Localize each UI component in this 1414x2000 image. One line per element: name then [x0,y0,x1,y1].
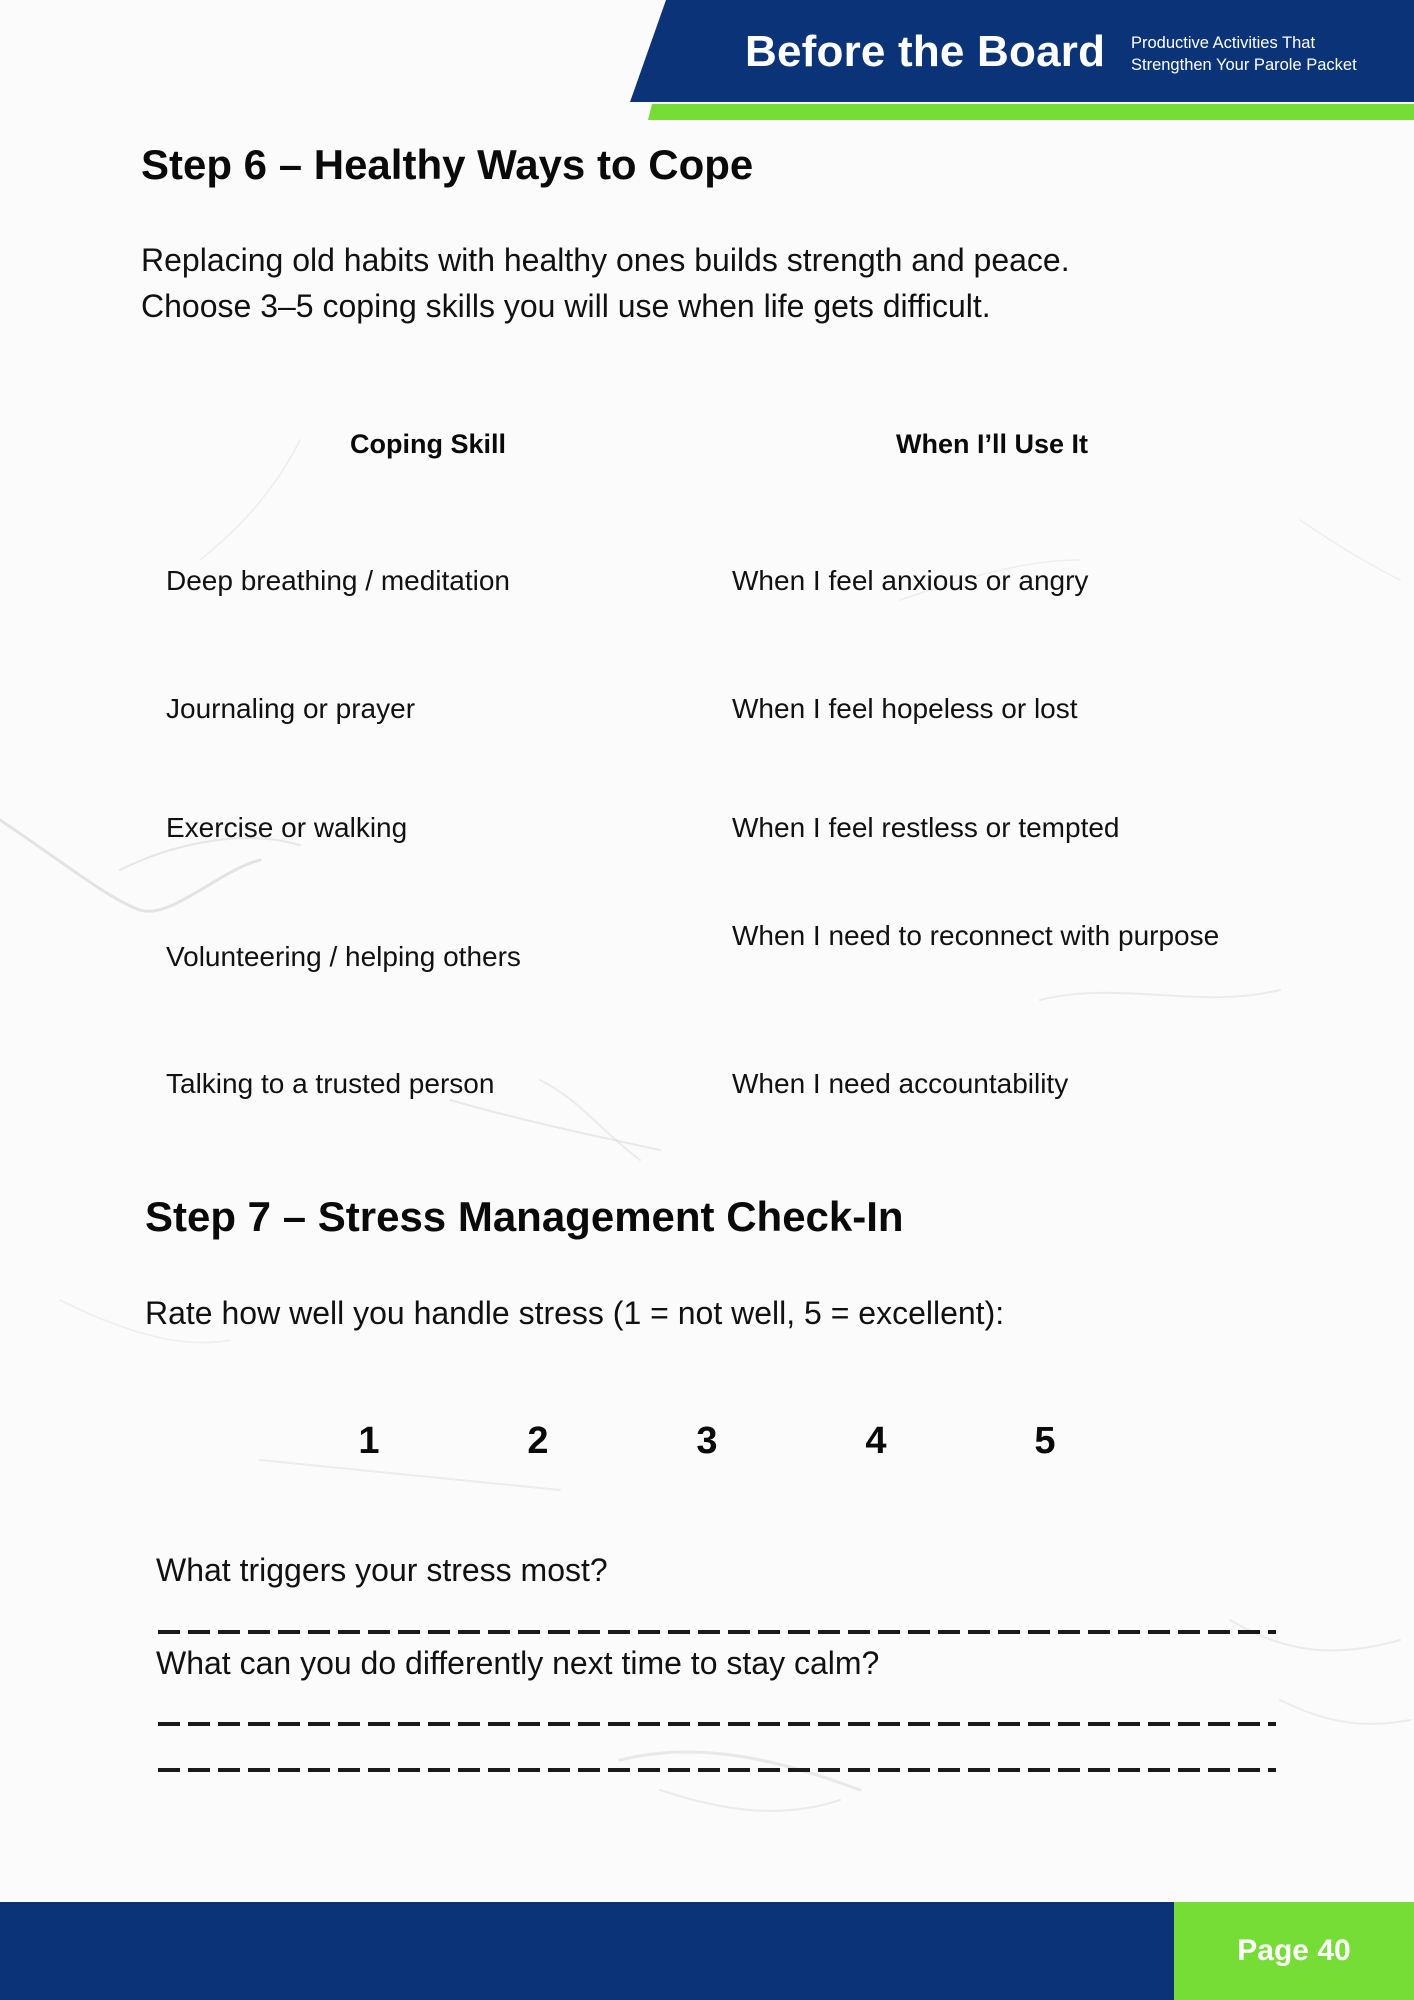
answer-line-stay-calm[interactable] [158,1768,1276,1772]
table-cell-when: When I feel restless or tempted [732,812,1120,843]
table-cell-when: When I need accountability [732,1068,1069,1099]
column-header-coping-skill: Coping Skill [349,429,506,459]
page-number: Page 40 [1237,1934,1351,1967]
step6-intro [141,237,1070,329]
question-stress-triggers: What triggers your stress most? [156,1552,608,1588]
rating-option[interactable]: 3 [696,1420,718,1462]
rating-option[interactable]: 4 [865,1420,887,1462]
answer-line-triggers[interactable] [158,1630,1276,1634]
rating-option[interactable]: 2 [527,1420,549,1462]
step7-prompt: Rate how well you handle stress (1 = not well, 5 = excellent): [145,1295,1005,1331]
question-stay-calm: What can you do differently next time to stay calm? [156,1645,880,1681]
brand-subtitle [1131,32,1381,76]
step6-intro-line2: Choose 3–5 coping skills you will use when life gets difficult. [141,288,991,324]
table-cell-skill: Exercise or walking [166,812,408,843]
brand-subtitle-line2: Strengthen Your Parole Packet [1131,56,1357,74]
table-cell-when: When I feel hopeless or lost [732,693,1078,724]
column-header-when-use: When I’ll Use It [895,429,1089,459]
brand-subtitle-line1: Productive Activities That [1131,34,1316,52]
answer-line-stay-calm[interactable] [158,1722,1276,1726]
step6-heading: Step 6 – Healthy Ways to Cope [141,141,754,188]
step7-heading: Step 7 – Stress Management Check-In [145,1193,904,1240]
brand-title: Before the Board [745,27,1106,76]
table-cell-when: When I feel anxious or angry [732,565,1089,596]
table-cell-skill: Volunteering / helping others [166,941,521,972]
rating-option[interactable]: 1 [358,1420,380,1462]
table-cell-skill: Talking to a trusted person [166,1068,495,1099]
table-cell-when: When I need to reconnect with purpose [732,920,1220,951]
table-cell-skill: Deep breathing / meditation [166,565,510,596]
table-cell-skill: Journaling or prayer [166,693,416,724]
rating-option[interactable]: 5 [1034,1420,1056,1462]
footer-bar [0,1902,1174,2000]
step6-intro-line1: Replacing old habits with healthy ones builds strength and peace. [141,242,1070,278]
